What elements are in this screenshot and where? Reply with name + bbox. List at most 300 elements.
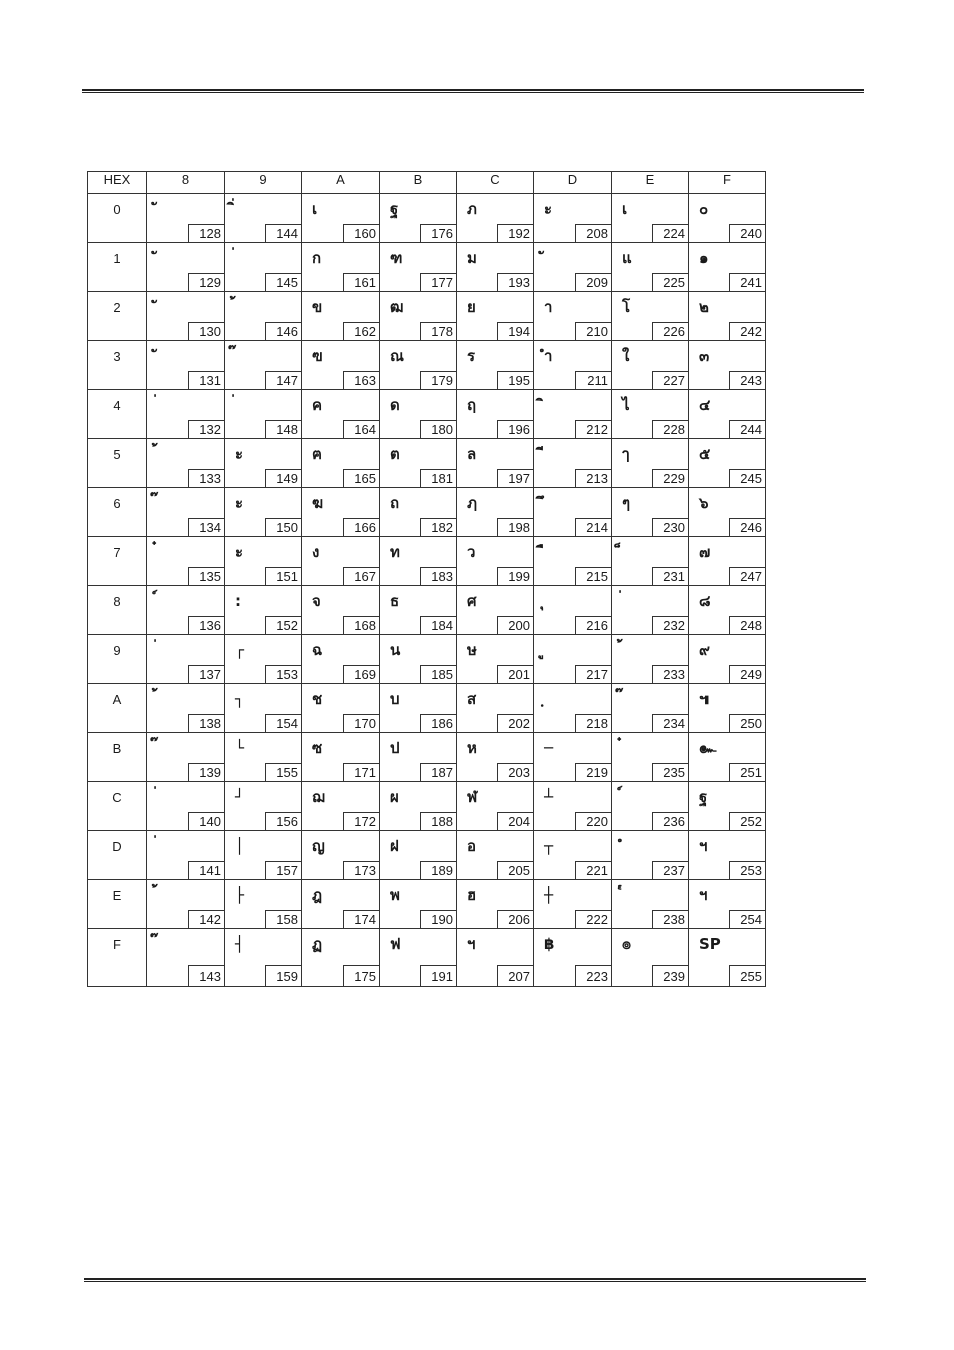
cell-glyph: ศ — [467, 592, 477, 610]
code-cell — [225, 537, 302, 586]
cell-decimal-code: 247 — [729, 567, 766, 586]
cell-decimal-code: 141 — [188, 861, 225, 880]
cell-decimal-code: 171 — [343, 763, 380, 782]
code-cell — [534, 390, 612, 439]
code-cell — [225, 733, 302, 782]
code-cell — [534, 537, 612, 586]
code-cell — [147, 243, 225, 292]
cell-glyph: ใ — [622, 347, 630, 365]
column-header: 8 — [147, 172, 225, 194]
cell-decimal-code: 227 — [652, 371, 689, 390]
code-cell — [380, 684, 457, 733]
cell-glyph: ฅ — [312, 445, 323, 463]
cell-decimal-code: 135 — [188, 567, 225, 586]
code-cell — [147, 831, 225, 880]
cell-glyph: SP — [699, 935, 721, 953]
cell-decimal-code: 164 — [343, 420, 380, 439]
cell-glyph: ห — [467, 739, 477, 757]
cell-glyph: จ — [312, 592, 321, 610]
code-cell — [534, 488, 612, 537]
cell-decimal-code: 155 — [265, 763, 302, 782]
cell-decimal-code: 150 — [265, 518, 302, 537]
code-cell — [147, 733, 225, 782]
cell-glyph: ะ — [235, 494, 244, 512]
cell-glyph: ญ — [312, 837, 325, 855]
row-hex-label: 0 — [113, 202, 121, 217]
cell-glyph: ม — [467, 249, 477, 267]
cell-decimal-code: 221 — [575, 861, 612, 880]
table-row — [88, 390, 766, 439]
cell-decimal-code: 246 — [729, 518, 766, 537]
cell-glyph: ฏ — [312, 935, 323, 953]
cell-decimal-code: 226 — [652, 322, 689, 341]
cell-decimal-code: 132 — [188, 420, 225, 439]
code-cell — [380, 341, 457, 390]
code-cell — [689, 880, 766, 929]
code-cell — [302, 733, 380, 782]
code-cell — [380, 880, 457, 929]
code-cell — [689, 929, 766, 987]
code-cell — [534, 684, 612, 733]
cell-glyph: ┌ — [235, 641, 245, 659]
code-cell — [302, 390, 380, 439]
cell-glyph: ว — [467, 543, 476, 561]
cell-decimal-code: 254 — [729, 910, 766, 929]
cell-decimal-code: 183 — [420, 567, 457, 586]
code-cell — [457, 782, 534, 831]
character-code-table — [87, 171, 766, 987]
code-cell — [689, 782, 766, 831]
cell-glyph: ต — [390, 445, 400, 463]
column-header: D — [534, 172, 612, 194]
cell-glyph: ๔ — [699, 396, 711, 414]
cell-decimal-code: 189 — [420, 861, 457, 880]
code-cell — [612, 292, 689, 341]
cell-decimal-code: 154 — [265, 714, 302, 733]
row-header — [88, 635, 147, 684]
cell-decimal-code: 195 — [497, 371, 534, 390]
row-hex-label: 5 — [113, 447, 121, 462]
cell-decimal-code: 136 — [188, 616, 225, 635]
cell-glyph: ┘ — [235, 788, 245, 806]
cell-decimal-code: 235 — [652, 763, 689, 782]
row-header — [88, 292, 147, 341]
code-cell — [457, 488, 534, 537]
cell-decimal-code: 156 — [265, 812, 302, 831]
table-row — [88, 488, 766, 537]
cell-glyph: ๘ — [699, 592, 711, 610]
code-cell — [689, 439, 766, 488]
cell-glyph: ส — [467, 690, 477, 708]
cell-glyph: เ — [622, 200, 628, 218]
cell-decimal-code: 201 — [497, 665, 534, 684]
cell-decimal-code: 216 — [575, 616, 612, 635]
row-header — [88, 831, 147, 880]
cell-decimal-code: 184 — [420, 616, 457, 635]
cell-decimal-code: 229 — [652, 469, 689, 488]
cell-decimal-code: 167 — [343, 567, 380, 586]
cell-decimal-code: 219 — [575, 763, 612, 782]
cell-decimal-code: 199 — [497, 567, 534, 586]
code-cell — [534, 733, 612, 782]
cell-decimal-code: 178 — [420, 322, 457, 341]
cell-decimal-code: 179 — [420, 371, 457, 390]
cell-decimal-code: 251 — [729, 763, 766, 782]
column-header: 9 — [225, 172, 302, 194]
row-header — [88, 439, 147, 488]
code-cell — [302, 439, 380, 488]
code-cell — [380, 782, 457, 831]
cell-decimal-code: 148 — [265, 420, 302, 439]
row-hex-label: 8 — [113, 594, 121, 609]
code-cell — [302, 341, 380, 390]
code-cell — [612, 488, 689, 537]
table-row — [88, 292, 766, 341]
cell-glyph: ะ — [235, 445, 244, 463]
code-cell — [225, 341, 302, 390]
row-hex-label: 4 — [113, 398, 121, 413]
cell-glyph: ๙ — [699, 641, 710, 659]
cell-decimal-code: 214 — [575, 518, 612, 537]
code-cell — [302, 488, 380, 537]
cell-decimal-code: 130 — [188, 322, 225, 341]
cell-decimal-code: 207 — [497, 965, 534, 987]
cell-decimal-code: 253 — [729, 861, 766, 880]
cell-decimal-code: 210 — [575, 322, 612, 341]
cell-decimal-code: 212 — [575, 420, 612, 439]
cell-decimal-code: 202 — [497, 714, 534, 733]
cell-decimal-code: 255 — [729, 965, 766, 987]
table-row — [88, 341, 766, 390]
cell-decimal-code: 169 — [343, 665, 380, 684]
cell-glyph: ง — [312, 543, 320, 561]
cell-glyph: ช — [312, 690, 323, 708]
cell-glyph: อ — [467, 837, 477, 855]
cell-glyph: └ — [235, 739, 245, 757]
cell-glyph: ┴ — [544, 788, 554, 806]
cell-decimal-code: 140 — [188, 812, 225, 831]
code-cell — [534, 194, 612, 243]
code-cell — [225, 488, 302, 537]
code-cell — [612, 929, 689, 987]
cell-decimal-code: 129 — [188, 273, 225, 292]
cell-glyph: ฐ — [699, 788, 708, 806]
cell-decimal-code: 208 — [575, 224, 612, 243]
cell-glyph: ๚ — [699, 690, 710, 708]
cell-decimal-code: 145 — [265, 273, 302, 292]
column-header: B — [380, 172, 457, 194]
cell-decimal-code: 215 — [575, 567, 612, 586]
cell-decimal-code: 233 — [652, 665, 689, 684]
cell-glyph: ๗ — [699, 543, 711, 561]
row-hex-label: C — [112, 790, 122, 805]
table-row — [88, 782, 766, 831]
cell-decimal-code: 232 — [652, 616, 689, 635]
cell-decimal-code: 146 — [265, 322, 302, 341]
row-hex-label: D — [112, 839, 122, 854]
code-cell — [457, 439, 534, 488]
cell-decimal-code: 243 — [729, 371, 766, 390]
cell-glyph: ข — [312, 298, 323, 316]
code-cell — [689, 635, 766, 684]
top-rule — [82, 89, 864, 93]
cell-glyph: ถ — [390, 494, 400, 512]
code-cell — [380, 194, 457, 243]
row-hex-label: 3 — [113, 349, 121, 364]
cell-decimal-code: 192 — [497, 224, 534, 243]
cell-decimal-code: 187 — [420, 763, 457, 782]
cell-glyph: บ — [390, 690, 400, 708]
code-cell — [225, 635, 302, 684]
code-cell — [612, 684, 689, 733]
cell-glyph: โ — [622, 298, 631, 316]
code-cell — [689, 390, 766, 439]
code-cell — [534, 439, 612, 488]
code-cell — [612, 243, 689, 292]
cell-decimal-code: 206 — [497, 910, 534, 929]
code-cell — [380, 733, 457, 782]
cell-glyph: ฉ — [312, 641, 323, 659]
cell-glyph: น — [390, 641, 401, 659]
table-row — [88, 586, 766, 635]
code-cell — [534, 635, 612, 684]
code-cell — [225, 831, 302, 880]
table-row — [88, 929, 766, 987]
row-header — [88, 782, 147, 831]
code-cell — [147, 341, 225, 390]
cell-decimal-code: 230 — [652, 518, 689, 537]
cell-glyph: ผ — [390, 788, 399, 806]
code-cell — [612, 586, 689, 635]
cell-decimal-code: 218 — [575, 714, 612, 733]
cell-decimal-code: 143 — [188, 965, 225, 987]
cell-glyph: ะ — [544, 200, 553, 218]
code-cell — [225, 194, 302, 243]
code-cell — [534, 929, 612, 987]
row-header — [88, 586, 147, 635]
code-cell — [689, 733, 766, 782]
cell-decimal-code: 180 — [420, 420, 457, 439]
cell-glyph: ๕ — [699, 445, 711, 463]
code-cell — [457, 635, 534, 684]
code-cell — [302, 929, 380, 987]
code-cell — [147, 488, 225, 537]
code-cell — [457, 194, 534, 243]
cell-glyph: ฐ — [390, 200, 399, 218]
cell-glyph: │ — [235, 837, 245, 855]
cell-decimal-code: 147 — [265, 371, 302, 390]
cell-glyph: ฯ — [467, 935, 476, 953]
code-cell — [302, 684, 380, 733]
table-row — [88, 733, 766, 782]
code-cell — [689, 341, 766, 390]
cell-glyph: ─ — [544, 739, 554, 757]
row-header — [88, 929, 147, 987]
cell-glyph: ๅ — [622, 445, 630, 463]
row-header — [88, 243, 147, 292]
table-row — [88, 537, 766, 586]
cell-glyph: ๑ — [699, 249, 709, 267]
cell-glyph: ซ — [312, 739, 323, 757]
bottom-rule — [84, 1278, 866, 1282]
table-row — [88, 684, 766, 733]
cell-decimal-code: 137 — [188, 665, 225, 684]
cell-glyph: ฃ — [312, 347, 323, 365]
code-cell — [380, 292, 457, 341]
cell-decimal-code: 190 — [420, 910, 457, 929]
row-header — [88, 390, 147, 439]
cell-decimal-code: 175 — [343, 965, 380, 987]
code-cell — [689, 831, 766, 880]
code-cell — [534, 292, 612, 341]
cell-decimal-code: 144 — [265, 224, 302, 243]
column-header: C — [457, 172, 534, 194]
cell-decimal-code: 133 — [188, 469, 225, 488]
cell-decimal-code: 239 — [652, 965, 689, 987]
code-cell — [534, 831, 612, 880]
code-cell — [457, 733, 534, 782]
code-cell — [689, 488, 766, 537]
code-cell — [225, 439, 302, 488]
hex-header: HEX — [88, 172, 147, 194]
code-cell — [302, 880, 380, 929]
code-cell — [225, 880, 302, 929]
cell-glyph: ฯ — [699, 837, 708, 855]
table-row — [88, 635, 766, 684]
row-header — [88, 880, 147, 929]
cell-decimal-code: 161 — [343, 273, 380, 292]
cell-glyph: ร — [467, 347, 476, 365]
code-cell — [457, 929, 534, 987]
cell-decimal-code: 159 — [265, 965, 302, 987]
code-cell — [689, 537, 766, 586]
code-cell — [147, 537, 225, 586]
row-header — [88, 733, 147, 782]
code-cell — [612, 390, 689, 439]
cell-glyph: ก — [312, 249, 322, 267]
row-hex-label: E — [112, 888, 122, 903]
cell-glyph: ค — [312, 396, 323, 414]
cell-decimal-code: 166 — [343, 518, 380, 537]
cell-decimal-code: 222 — [575, 910, 612, 929]
cell-decimal-code: 139 — [188, 763, 225, 782]
cell-decimal-code: 252 — [729, 812, 766, 831]
row-header — [88, 194, 147, 243]
cell-decimal-code: 152 — [265, 616, 302, 635]
cell-decimal-code: 151 — [265, 567, 302, 586]
code-cell — [457, 586, 534, 635]
code-cell — [225, 684, 302, 733]
cell-decimal-code: 245 — [729, 469, 766, 488]
row-header — [88, 537, 147, 586]
code-cell — [147, 929, 225, 987]
cell-glyph: ะ — [235, 543, 244, 561]
code-cell — [225, 243, 302, 292]
cell-glyph: ธ — [390, 592, 400, 610]
code-cell — [457, 390, 534, 439]
row-header — [88, 488, 147, 537]
code-cell — [225, 586, 302, 635]
code-cell — [380, 488, 457, 537]
code-cell — [534, 243, 612, 292]
cell-decimal-code: 236 — [652, 812, 689, 831]
code-cell — [457, 831, 534, 880]
cell-glyph: ┐ — [235, 690, 245, 708]
code-cell — [612, 537, 689, 586]
code-cell — [612, 341, 689, 390]
code-cell — [380, 635, 457, 684]
code-cell — [534, 586, 612, 635]
code-cell — [147, 439, 225, 488]
cell-decimal-code: 197 — [497, 469, 534, 488]
cell-glyph: แ — [622, 249, 632, 267]
cell-decimal-code: 240 — [729, 224, 766, 243]
code-cell — [612, 194, 689, 243]
code-cell — [612, 733, 689, 782]
row-hex-label: 9 — [113, 643, 121, 658]
cell-decimal-code: 198 — [497, 518, 534, 537]
code-cell — [689, 292, 766, 341]
code-cell — [612, 439, 689, 488]
cell-decimal-code: 186 — [420, 714, 457, 733]
cell-glyph: ๒ — [699, 298, 709, 316]
cell-glyph: ป — [390, 739, 400, 757]
cell-decimal-code: 244 — [729, 420, 766, 439]
cell-glyph: ฿ — [544, 935, 555, 953]
cell-decimal-code: 158 — [265, 910, 302, 929]
cell-glyph: ษ — [467, 641, 477, 659]
cell-decimal-code: 205 — [497, 861, 534, 880]
cell-decimal-code: 250 — [729, 714, 766, 733]
row-hex-label: 7 — [113, 545, 121, 560]
cell-decimal-code: 172 — [343, 812, 380, 831]
cell-decimal-code: 228 — [652, 420, 689, 439]
code-cell — [457, 341, 534, 390]
table-body — [88, 194, 766, 987]
code-cell — [534, 341, 612, 390]
cell-glyph: ๖ — [699, 494, 709, 512]
cell-decimal-code: 213 — [575, 469, 612, 488]
code-cell — [225, 292, 302, 341]
cell-decimal-code: 225 — [652, 273, 689, 292]
row-hex-label: 2 — [113, 300, 121, 315]
cell-decimal-code: 170 — [343, 714, 380, 733]
cell-glyph: ด — [390, 396, 400, 414]
cell-glyph: ฝ — [390, 837, 399, 855]
code-cell — [147, 292, 225, 341]
code-cell — [147, 586, 225, 635]
cell-glyph: ฒ — [390, 298, 404, 316]
cell-decimal-code: 200 — [497, 616, 534, 635]
cell-decimal-code: 231 — [652, 567, 689, 586]
cell-glyph: ฮ — [467, 886, 477, 904]
cell-glyph: : — [235, 592, 241, 610]
cell-decimal-code: 185 — [420, 665, 457, 684]
cell-glyph: ไ — [622, 396, 630, 414]
cell-decimal-code: 168 — [343, 616, 380, 635]
cell-glyph: ฬ — [467, 788, 478, 806]
cell-decimal-code: 248 — [729, 616, 766, 635]
column-header: A — [302, 172, 380, 194]
cell-glyph: ๛ — [699, 739, 717, 757]
cell-decimal-code: 142 — [188, 910, 225, 929]
cell-glyph: ┤ — [235, 935, 245, 953]
cell-glyph: ย — [467, 298, 476, 316]
cell-decimal-code: 223 — [575, 965, 612, 987]
code-cell — [302, 292, 380, 341]
cell-glyph: เ — [312, 200, 318, 218]
cell-decimal-code: 174 — [343, 910, 380, 929]
